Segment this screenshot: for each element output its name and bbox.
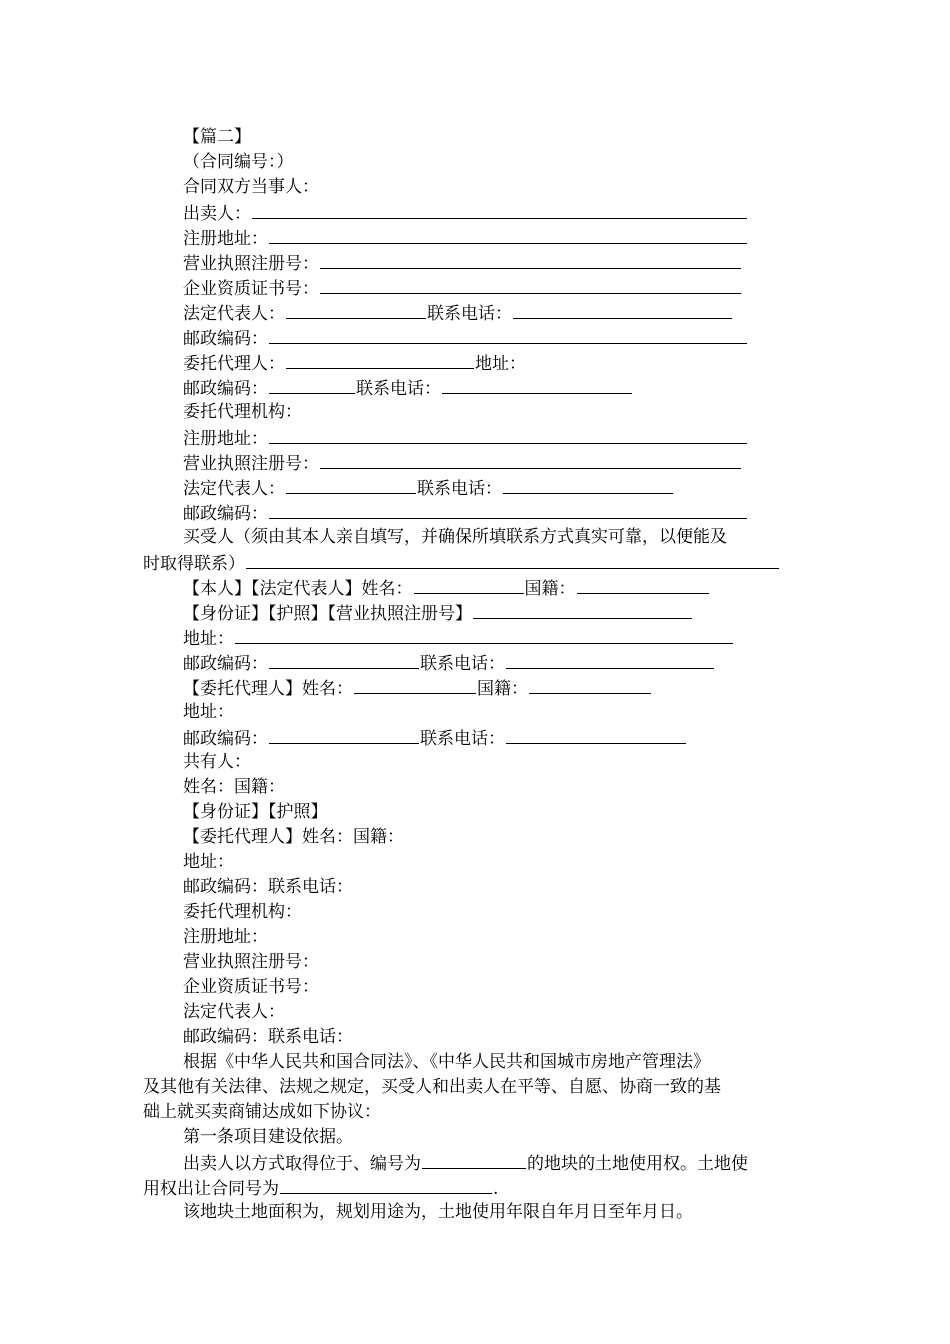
buyer-agent-address-line: 地址： — [183, 702, 234, 722]
article-1-heading: 第一条项目建设依据。 — [183, 1127, 353, 1147]
co-owner-postal-line: 邮政编码：联系电话： — [183, 877, 353, 897]
co-owner-address-line: 地址： — [183, 852, 234, 872]
basis-paragraph-line-2: 及其他有关法律、法规之规定，买受人和出卖人在平等、自愿、协商一致的基 — [143, 1077, 721, 1097]
co-owner-reg-address-line: 注册地址： — [183, 927, 268, 947]
co-owner-qualification-line: 企业资质证书号： — [183, 977, 319, 997]
seller-agent-blank[interactable] — [286, 350, 474, 369]
co-owner-legal-rep-line: 法定代表人： — [183, 1002, 285, 1022]
land-paragraph-line-2: 用权出让合同号为 . — [143, 1175, 498, 1200]
co-owner-name-line: 姓名：国籍： — [183, 777, 285, 797]
co-owner-line: 共有人： — [183, 752, 251, 772]
agent-org-postal-line: 邮政编码： — [183, 500, 748, 525]
basis-paragraph-line-3: 础上就买卖商铺达成如下协议： — [143, 1102, 381, 1122]
buyer-agent-nationality-blank[interactable] — [529, 675, 651, 694]
land-number-blank[interactable] — [422, 1150, 526, 1169]
basis-paragraph-line-1: 根据《中华人民共和国合同法》、《中华人民共和国城市房地产管理法》 — [183, 1052, 710, 1072]
buyer-line-2: 时取得联系） — [143, 550, 780, 575]
buyer-agent-phone-blank[interactable] — [506, 725, 686, 744]
buyer-blank[interactable] — [246, 550, 779, 569]
land-paragraph-line-1: 出卖人以方式取得位于、编号为 的地块的土地使用权。土地使 — [183, 1150, 748, 1175]
buyer-phone-blank[interactable] — [506, 650, 714, 669]
agent-org-reg-address-blank[interactable] — [269, 425, 747, 444]
agent-org-reg-address-line: 注册地址： — [183, 425, 748, 450]
co-owner-agent-line: 【委托代理人】姓名：国籍： — [183, 827, 404, 847]
buyer-id-blank[interactable] — [473, 600, 692, 619]
buyer-postal-blank[interactable] — [269, 650, 419, 669]
buyer-address-blank[interactable] — [235, 625, 733, 644]
seller-license-blank[interactable] — [320, 250, 741, 269]
buyer-name-blank[interactable] — [414, 575, 524, 594]
seller-agent-postal-line: 邮政编码： 联系电话： — [183, 375, 633, 400]
land-area-line: 该地块土地面积为，规划用途为，土地使用年限自年月日至年月日。 — [183, 1202, 693, 1222]
buyer-self-line: 【本人】【法定代表人】姓名： 国籍： — [183, 575, 710, 600]
seller-phone-blank[interactable] — [513, 300, 732, 319]
seller-qualification-line: 企业资质证书号： — [183, 275, 742, 300]
buyer-agent-name-blank[interactable] — [354, 675, 476, 694]
section-heading: 【篇二】 — [183, 127, 251, 147]
buyer-address-line: 地址： — [183, 625, 734, 650]
buyer-agent-line: 【委托代理人】姓名： 国籍： — [183, 675, 652, 700]
buyer-nationality-blank[interactable] — [577, 575, 709, 594]
co-owner-postal-phone-line: 邮政编码：联系电话： — [183, 1027, 353, 1047]
seller-legal-rep-line: 法定代表人： 联系电话： — [183, 300, 733, 325]
seller-qualification-blank[interactable] — [320, 275, 741, 294]
seller-agent-postal-blank[interactable] — [269, 375, 355, 394]
agent-org-license-line: 营业执照注册号： — [183, 450, 742, 475]
seller-postal-line: 邮政编码： — [183, 325, 748, 350]
buyer-id-line: 【身份证】【护照】【营业执照注册号】 — [183, 600, 693, 625]
seller-agent-org-line: 委托代理机构： — [183, 402, 302, 422]
buyer-postal-line: 邮政编码： 联系电话： — [183, 650, 715, 675]
agent-org-postal-blank[interactable] — [269, 500, 747, 519]
seller-license-line: 营业执照注册号： — [183, 250, 742, 275]
seller-legal-rep-blank[interactable] — [286, 300, 426, 319]
co-owner-license-line: 营业执照注册号： — [183, 952, 319, 972]
buyer-line-1: 买受人（须由其本人亲自填写，并确保所填联系方式真实可靠，以便能及 — [183, 527, 727, 547]
agent-org-legal-rep-line: 法定代表人： 联系电话： — [183, 475, 674, 500]
land-contract-no-blank[interactable] — [280, 1175, 492, 1194]
parties-title: 合同双方当事人： — [183, 177, 319, 197]
agent-org-license-blank[interactable] — [320, 450, 741, 469]
seller-line: 出卖人： — [183, 200, 748, 225]
buyer-agent-postal-line: 邮政编码： 联系电话： — [183, 725, 687, 750]
agent-org-phone-blank[interactable] — [503, 475, 673, 494]
contract-number-line: （合同编号：） — [183, 152, 294, 172]
agent-org-legal-rep-blank[interactable] — [286, 475, 416, 494]
seller-reg-address-line: 注册地址： — [183, 225, 748, 250]
seller-agent-phone-blank[interactable] — [442, 375, 632, 394]
seller-agent-line: 委托代理人： 地址： — [183, 350, 526, 375]
seller-postal-blank[interactable] — [269, 325, 747, 344]
seller-blank[interactable] — [252, 200, 747, 219]
co-owner-agent-org-line: 委托代理机构： — [183, 902, 302, 922]
co-owner-id-line: 【身份证】【护照】 — [183, 802, 328, 822]
buyer-agent-postal-blank[interactable] — [269, 725, 419, 744]
seller-reg-address-blank[interactable] — [269, 225, 747, 244]
